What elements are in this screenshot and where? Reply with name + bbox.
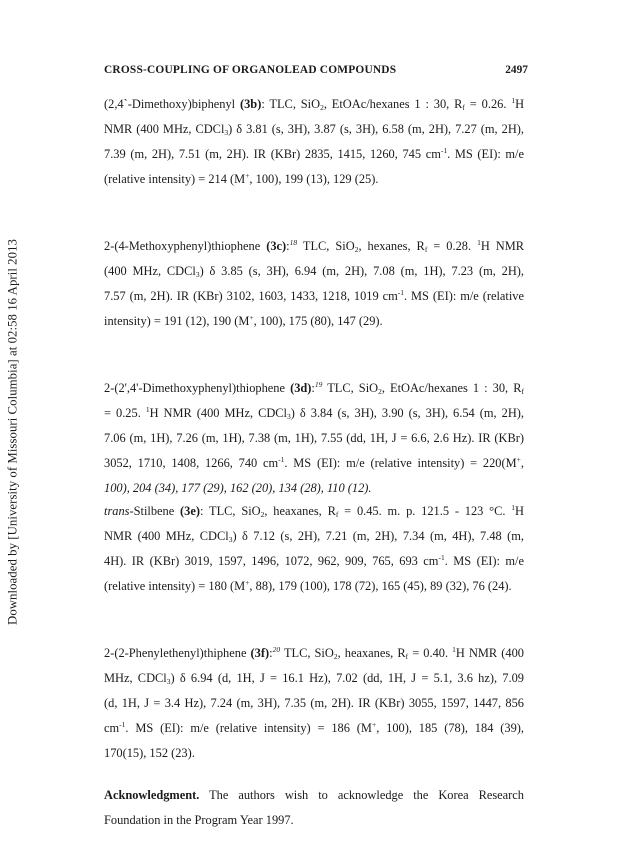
superscript: +: [249, 313, 254, 322]
superscript: +: [245, 171, 250, 180]
text-run: , 100), 199 (13), 129 (25).: [249, 172, 379, 186]
text-run: 7.06 (m, 1H), 7.26 (m, 1H), 7.38 (m, 1H), 7.55 (dd, 1H, J = 6.6, 2.6 Hz). IR (KBr): [104, 431, 524, 445]
text-line: [104, 670, 524, 686]
text-run: 2-(2',4'-Dimethoxyphenyl)thiophene: [104, 381, 291, 395]
text-run: The authors wish to acknowledge the Korea Research: [199, 788, 524, 802]
text-line: [104, 745, 195, 761]
superscript: 1: [477, 238, 481, 247]
text-run: 3052, 1710, 1408, 1266, 740 cm: [104, 456, 279, 470]
superscript: +: [516, 455, 521, 464]
text-run: NMR (400 MHz, CDCl: [104, 529, 229, 543]
text-run: , hexanes, R: [358, 239, 425, 253]
text-line: [104, 96, 524, 112]
text-run: : TLC, SiO: [199, 504, 261, 518]
subscript: 2: [354, 245, 359, 254]
text-run: H NMR: [480, 239, 525, 253]
superscript: 1: [511, 96, 516, 105]
text-run: ) δ 3.81 (s, 3H), 3.87 (s, 3H), 6.58 (m, 2H), 7.27 (m, 2H),: [228, 122, 524, 136]
text-line: [104, 787, 524, 803]
text-run: . MS (EI): m/e (relative: [403, 289, 524, 303]
text-run: (relative intensity) = 214 (M: [104, 172, 246, 186]
text-run: = 0.28.: [427, 239, 478, 253]
superscript: +: [245, 578, 250, 587]
text-run: (3f): [250, 646, 270, 660]
text-run: 2-(4-Methoxyphenyl)thiophene: [104, 239, 267, 253]
text-line: [104, 503, 524, 519]
subscript: 3: [195, 270, 200, 279]
text-run: :: [269, 646, 273, 660]
text-run: ) δ 6.94 (d, 1H, J = 16.1 Hz), 7.02 (dd, 1H, J = 5.1, 3.6 hz), 7.09: [170, 671, 524, 685]
text-run: ) δ 3.85 (s, 3H), 6.94 (m, 2H), 7.08 (m, 1H), 7.23 (m, 2H),: [199, 264, 524, 278]
text-run: TLC, SiO: [297, 239, 355, 253]
text-run: ,: [520, 456, 524, 470]
text-line: [104, 528, 524, 544]
text-run: . MS (EI): m/e: [444, 554, 524, 568]
subscript: f: [424, 245, 428, 254]
text-run: cm: [104, 721, 120, 735]
text-run: 100), 204 (34), 177 (29), 162 (20), 134 (28), 110 (12).: [104, 481, 372, 495]
subscript: 2: [260, 510, 265, 519]
text-run: . MS (EI): m/e (relative intensity) = 220(M: [284, 456, 517, 470]
text-run: = 0.25.: [104, 406, 146, 420]
text-run: = 0.45. m. p. 121.5 - 123 °C.: [338, 504, 512, 518]
text-line: [104, 480, 372, 496]
text-run: 7.57 (m, 2H). IR (KBr) 3102, 1603, 1433, 1218, 1019 cm: [104, 289, 398, 303]
superscript: 1: [452, 645, 456, 654]
text-line: [104, 288, 524, 304]
text-line: [104, 121, 524, 137]
text-line: [104, 812, 294, 828]
text-line: [104, 553, 524, 569]
text-run: H: [515, 504, 524, 518]
text-run: (d, 1H, J = 3.4 Hz), 7.24 (m, 3H), 7.35 (m, 2H). IR (KBr) 3055, 1597, 1447, 856: [104, 696, 524, 710]
text-run: (relative intensity) = 180 (M: [104, 579, 246, 593]
subscript: f: [521, 387, 524, 396]
text-run: H: [515, 97, 525, 111]
text-run: -Stilbene: [129, 504, 181, 518]
text-run: (3d): [290, 381, 312, 395]
text-run: H NMR (400: [455, 646, 524, 660]
superscript: -1: [438, 553, 445, 562]
subscript: f: [335, 510, 339, 519]
text-run: (3c): [266, 239, 287, 253]
text-run: ) δ 3.84 (s, 3H), 3.90 (s, 3H), 6.54 (m, 2H),: [290, 406, 525, 420]
text-run: , EtOAc/hexanes 1 : 30, R: [323, 97, 463, 111]
subscript: f: [405, 652, 409, 661]
text-run: , heaxanes, R: [264, 504, 336, 518]
text-run: (2,4`-Dimethoxy)biphenyl: [104, 97, 240, 111]
text-run: , 100), 185 (78), 184 (39),: [376, 721, 524, 735]
text-run: 7.39 (m, 2H), 7.51 (m, 2H). IR (KBr) 2835, 1415, 1260, 745 cm: [104, 147, 441, 161]
subscript: 3: [228, 535, 233, 544]
subscript: 2: [333, 652, 338, 661]
text-line: [104, 430, 524, 446]
subscript: 3: [166, 677, 171, 686]
text-run: 2-(2-Phenylethenyl)thiphene: [104, 646, 251, 660]
text-run: (3e): [180, 504, 200, 518]
text-run: NMR (400 MHz, CDCl: [104, 122, 225, 136]
subscript: 2: [320, 103, 324, 112]
text-run: 4H). IR (KBr) 3019, 1597, 1496, 1072, 962, 909, 765, 693 cm: [104, 554, 439, 568]
text-run: = 0.26.: [464, 97, 512, 111]
superscript: 1: [145, 405, 150, 414]
text-run: . MS (EI): m/e: [447, 147, 524, 161]
text-run: Foundation in the Program Year 1997.: [104, 813, 294, 827]
superscript: -1: [119, 720, 126, 729]
text-run: , 88), 179 (100), 178 (72), 165 (45), 89 (32), 76 (24).: [249, 579, 512, 593]
text-run: , EtOAc/hexanes 1 : 30, R: [381, 381, 522, 395]
running-title: CROSS-COUPLING OF ORGANOLEAD COMPOUNDS: [104, 64, 397, 76]
superscript: -1: [440, 146, 448, 155]
text-run: (400 MHz, CDCl: [104, 264, 196, 278]
text-run: TLC, SiO: [322, 381, 379, 395]
subscript: f: [462, 103, 465, 112]
text-run: H NMR (400 MHz, CDCl: [149, 406, 288, 420]
text-run: trans: [104, 504, 130, 518]
text-run: Acknowledgment.: [104, 788, 200, 802]
superscript: 20: [272, 645, 281, 654]
text-run: . MS (EI): m/e (relative intensity) = 186 (M: [125, 721, 372, 735]
superscript: 19: [314, 380, 323, 389]
text-line: [104, 238, 524, 254]
text-run: intensity) = 191 (12), 190 (M: [104, 314, 250, 328]
text-run: :: [311, 381, 315, 395]
superscript: 1: [511, 503, 516, 512]
text-line: [104, 146, 524, 162]
text-line: [104, 455, 524, 471]
page-number: 2497: [505, 64, 528, 76]
subscript: 2: [378, 387, 382, 396]
text-run: = 0.40.: [408, 646, 453, 660]
text-line: [104, 171, 378, 187]
text-run: (3b): [239, 97, 262, 111]
download-watermark-text: Downloaded by [University of Missouri Columbia] at 02:58 16 April 2013: [5, 239, 20, 625]
superscript: +: [371, 720, 377, 729]
text-run: TLC, SiO: [280, 646, 334, 660]
superscript: -1: [397, 288, 404, 297]
text-line: [104, 578, 512, 594]
page-header: [104, 64, 528, 82]
text-line: [104, 313, 383, 329]
text-line: [104, 720, 524, 736]
superscript: 18: [289, 238, 298, 247]
subscript: 3: [287, 412, 291, 421]
text-run: , 100), 175 (80), 147 (29).: [253, 314, 383, 328]
text-run: : TLC, SiO: [261, 97, 321, 111]
text-run: ) δ 7.12 (s, 2H), 7.21 (m, 2H), 7.34 (m, 4H), 7.48 (m,: [232, 529, 524, 543]
text-line: [104, 263, 524, 279]
subscript: 3: [224, 128, 229, 137]
text-line: [104, 695, 524, 711]
text-line: [104, 645, 524, 661]
superscript: -1: [278, 455, 285, 464]
text-run: MHz, CDCl: [104, 671, 167, 685]
text-run: :: [286, 239, 290, 253]
text-line: [104, 380, 524, 396]
download-watermark: [2, 232, 24, 632]
text-run: , heaxanes, R: [337, 646, 406, 660]
text-line: [104, 405, 524, 421]
text-run: 170(15), 152 (23).: [104, 746, 195, 760]
